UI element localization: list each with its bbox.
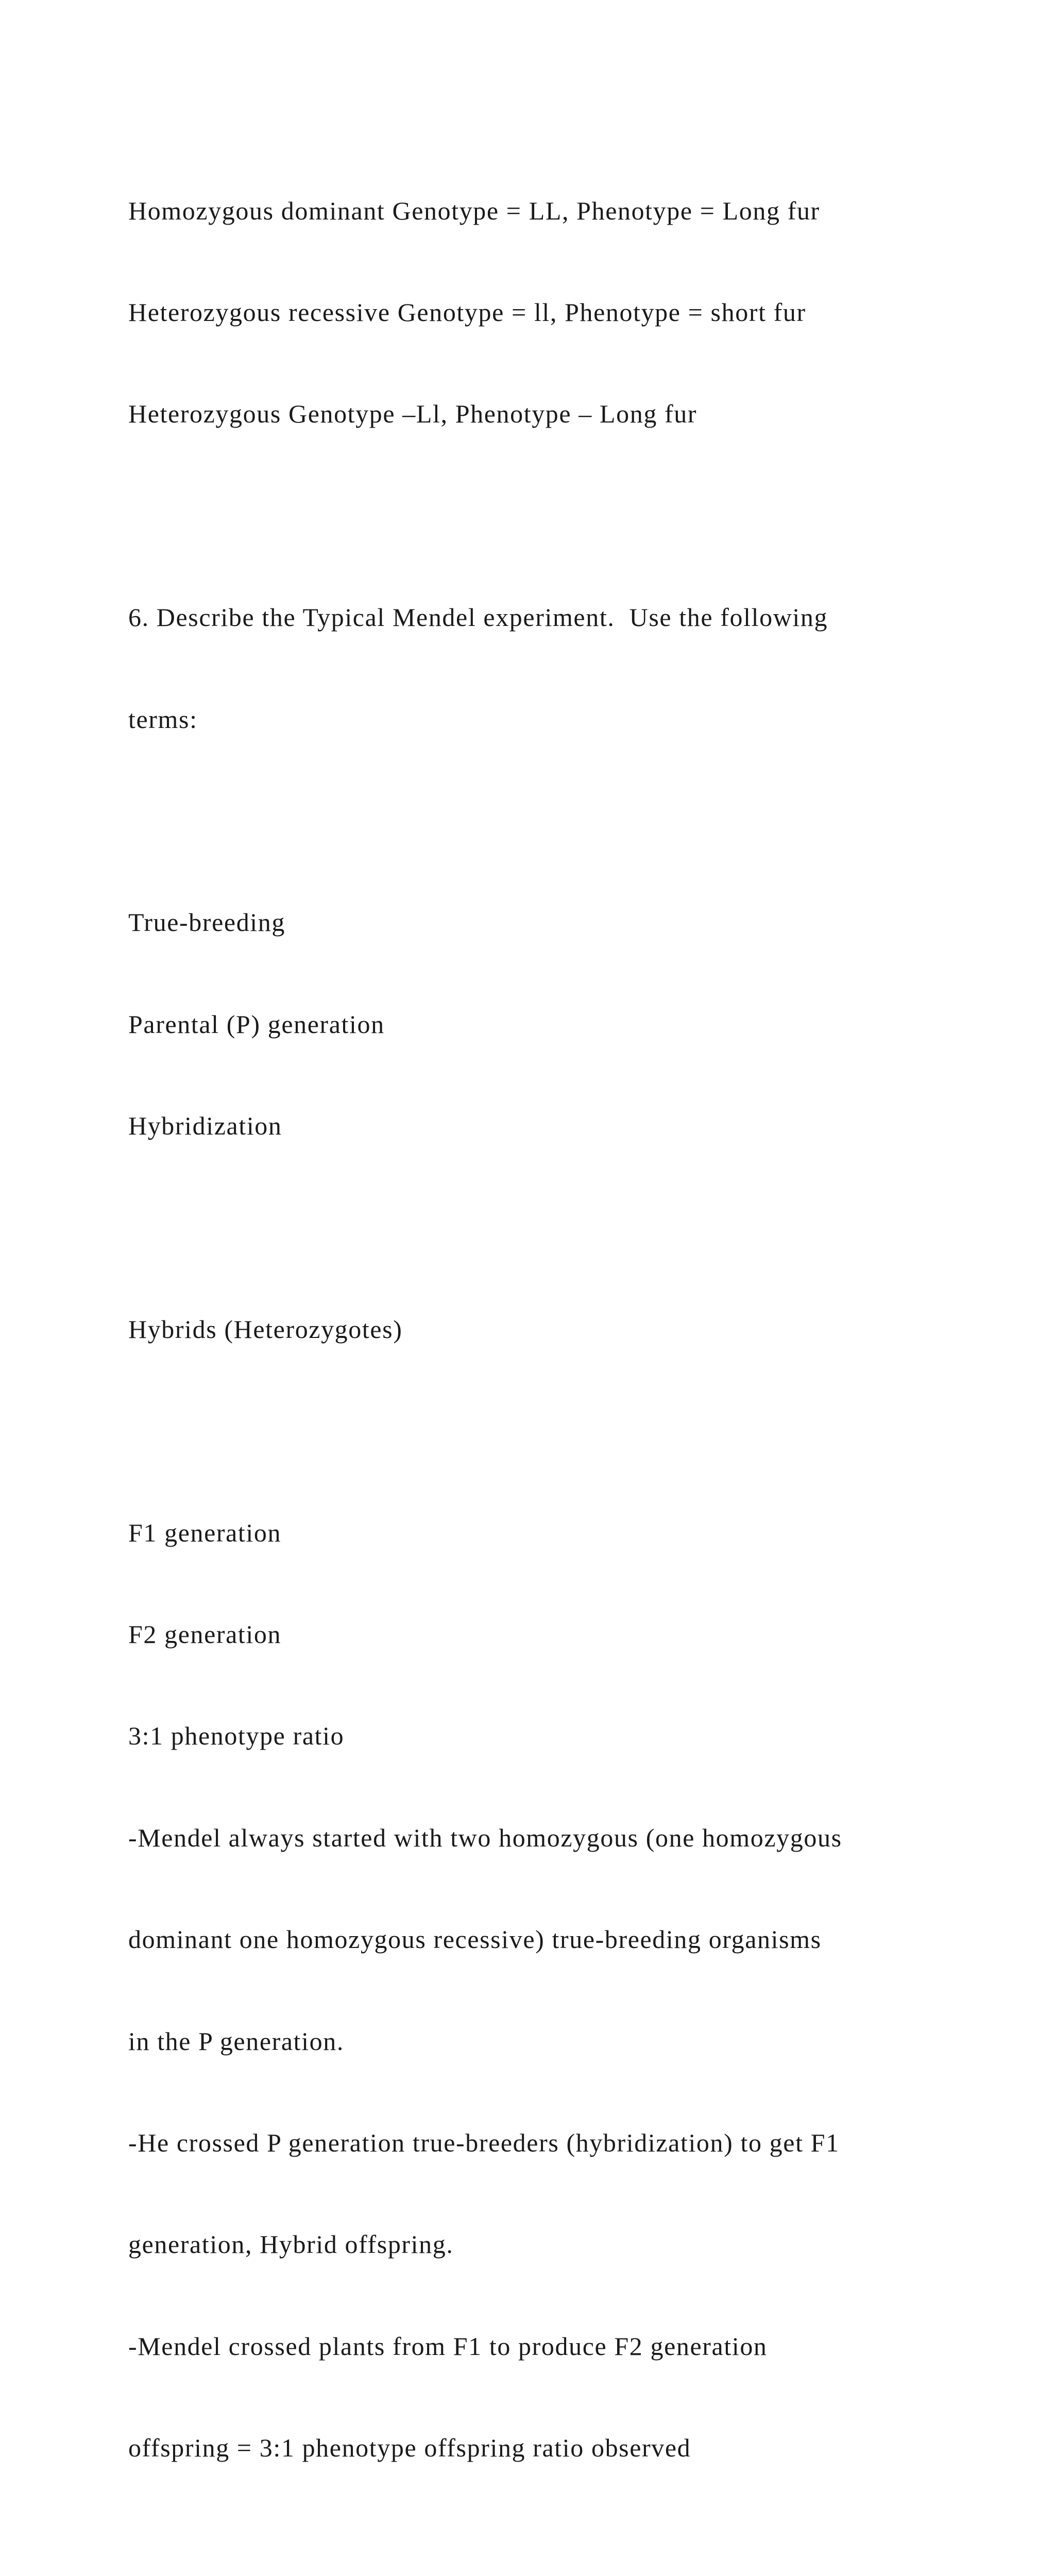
- document-body: [128, 126, 1035, 2576]
- answer-line: dominant one homozygous recessive) true-breeding organisms: [128, 1925, 822, 1954]
- blank-line: [128, 1211, 1035, 1245]
- text-line: terms:: [128, 704, 198, 734]
- blank-line: [128, 499, 1035, 533]
- blank-line: [128, 804, 1035, 838]
- term-item: Hybrids (Heterozygotes): [128, 1314, 403, 1344]
- question-6-heading: 6. Describe the Typical Mendel experiment. Use the following: [128, 603, 828, 632]
- term-item: 3:1 phenotype ratio: [128, 1721, 345, 1751]
- term-item: F2 generation: [128, 1620, 282, 1649]
- answer-line: -Mendel crossed plants from F1 to produce F2 generation: [128, 2331, 768, 2361]
- answer-line: -Mendel always started with two homozygous (one homozygous: [128, 1823, 842, 1852]
- answer-line: in the P generation.: [128, 2026, 344, 2056]
- answer-line: offspring = 3:1 phenotype offspring ratio observed: [128, 2433, 691, 2463]
- term-item: Hybridization: [128, 1111, 282, 1141]
- text-line: Heterozygous recessive Genotype = ll, Phenotype = short fur: [128, 297, 806, 327]
- blank-line: [128, 2533, 1035, 2567]
- term-item: Parental (P) generation: [128, 1009, 385, 1039]
- answer-line: generation, Hybrid offspring.: [128, 2230, 454, 2259]
- term-item: True-breeding: [128, 908, 286, 937]
- term-item: F1 generation: [128, 1518, 282, 1547]
- blank-line: [128, 1414, 1035, 1448]
- text-line: Heterozygous Genotype –Ll, Phenotype – Long fur: [128, 399, 697, 429]
- text-line: Homozygous dominant Genotype = LL, Phenotype = Long fur: [128, 196, 820, 225]
- answer-line: -He crossed P generation true-breeders (hybridization) to get F1: [128, 2128, 840, 2158]
